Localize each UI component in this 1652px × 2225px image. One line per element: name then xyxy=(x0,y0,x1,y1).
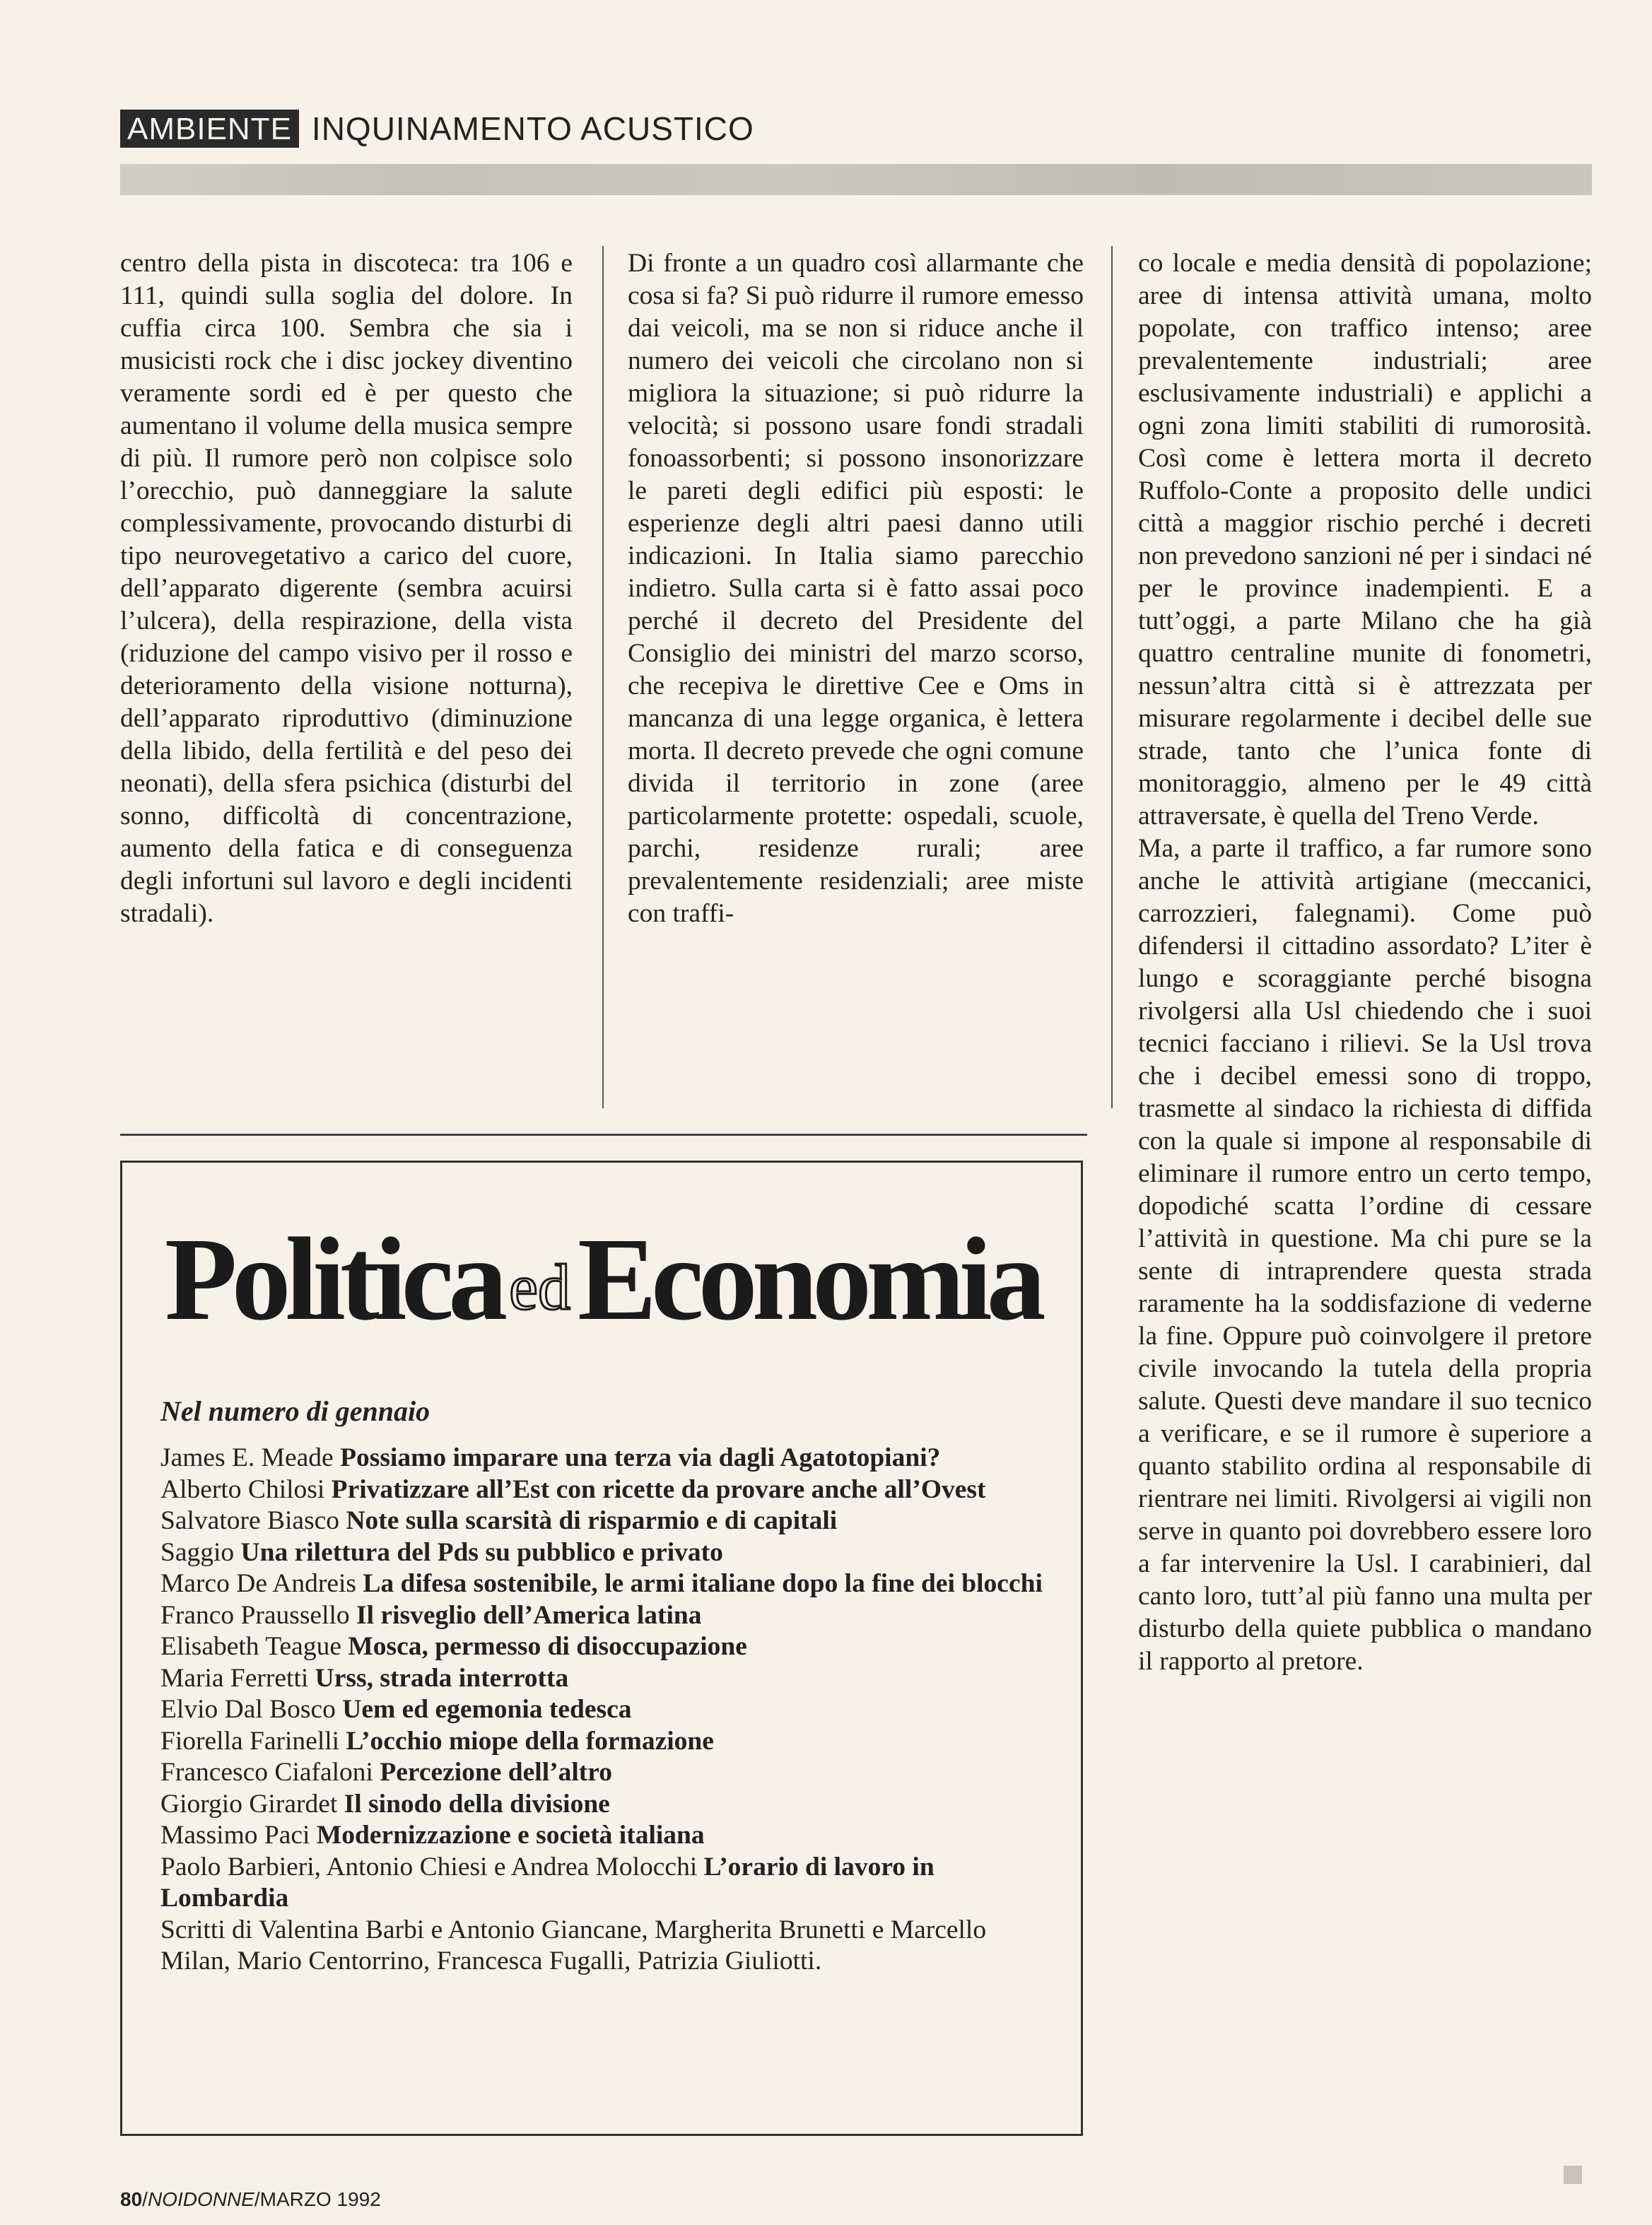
item-author: Elisabeth Teague xyxy=(160,1632,341,1661)
ad-title-politica: Politica xyxy=(165,1214,503,1345)
item-author: Elvio Dal Bosco xyxy=(160,1695,336,1724)
item-title: Uem ed egemonia tedesca xyxy=(342,1695,632,1724)
header-band xyxy=(120,164,1592,195)
item-title: Il sinodo della divisione xyxy=(344,1789,610,1819)
list-item xyxy=(160,1505,1058,1537)
article-paragraph: centro della pista in discoteca: tra 106 e 111, quindi sulla soglia del dolore. In cuffia circa 100. Sembra che sia i musicisti rock che i disc jockey diventino veramente sordi ed è per questo che aumentano il volume della musica sempre di più. Il rumore però non colpisce solo l’orecchio, può danneggiare la salute complessivamente, provocando disturbi di tipo neurovegetativo a carico del cuore, dell’apparato digerente (sembra acuirsi l’ulcera), della respirazione, della vista (riduzione del campo visivo per il rosso e deterioramento della visione notturna), dell’apparato riproduttivo (diminuzione della libido, della fertilità e del peso dei neonati), della sfera psichica (disturbi del sonno, difficoltà di concentrazione, aumento della fatica e di conseguenza degli infortuni sul lavoro e degli incidenti stradali). xyxy=(120,249,573,928)
list-item xyxy=(160,1443,1058,1474)
list-item xyxy=(160,1789,1058,1821)
item-author: Fiorella Farinelli xyxy=(160,1726,340,1756)
item-author: Paolo Barbieri, Antonio Chiesi e Andrea Molocchi xyxy=(160,1852,698,1881)
item-author: Francesco Ciafaloni xyxy=(160,1758,373,1787)
item-title: L’occhio miope della formazione xyxy=(346,1726,714,1756)
list-item xyxy=(160,1600,1058,1632)
ad-logo-title xyxy=(165,1212,1041,1354)
list-item xyxy=(160,1474,1058,1506)
article-end-mark xyxy=(1564,2166,1582,2184)
item-author: Marco De Andreis xyxy=(160,1569,357,1598)
item-title: Il risveglio dell’America latina xyxy=(356,1600,702,1630)
section-title: INQUINAMENTO ACUSTICO xyxy=(311,110,754,147)
section-tag: AMBIENTE xyxy=(120,110,299,148)
item-title: Urss, strada interrotta xyxy=(315,1663,569,1693)
item-title: Privatizzare all’Est con ricette da provare anche all’Ovest xyxy=(331,1474,986,1504)
article-paragraph: Di fronte a un quadro così allarmante che cosa si fa? Si può ridurre il rumore emesso dai veicoli, ma se non si riduce anche il numero dei veicoli che circolano non si migliora la situazione; si può ridurre la velocità; si possono usare fondi stradali fonoassorbenti; si possono insonorizzare le pareti degli edifici più esposti: le esperienze degli altri paesi danno utili indicazioni. In Italia siamo parecchio indietro. Sulla carta si è fatto assai poco perché il decreto del Presidente del Consiglio dei ministri del marzo scorso, che recepiva le direttive Cee e Oms in mancanza di una legge organica, è lettera morta. Il decreto prevede che ogni comune divida il territorio in zone (aree particolarmente protette: ospedali, scuole, parchi, residenze rurali; aree prevalentemente residenziali; aree miste con traffi- xyxy=(628,249,1084,928)
item-title: Note sulla scarsità di risparmio e di capitali xyxy=(346,1506,838,1535)
section-header xyxy=(120,107,754,150)
list-item xyxy=(160,1663,1058,1695)
article-paragraph: co locale e media densità di popolazione; aree di intensa attività umana, molto popolate, con traffico intenso; aree prevalentemente industriali; aree esclusivamente industriali) e applichi a ogni zona limiti stabiliti di rumorosità. Così come è lettera morta il decreto Ruffolo-Conte a proposito delle undici città a maggior rischio perché i decreti non prevedono sanzioni né per i sindaci né per le province inadempienti. E a tutt’oggi, a parte Milano che ha già quattro centraline munite di fonometri, nessun’altra città si è attrezzata per misurare regolarmente i decibel delle sue strade, tanto che l’unica fonte di monitoraggio, almeno per le 49 città attraversate, è quella del Treno Verde. xyxy=(1138,249,1592,830)
list-item xyxy=(160,1852,1058,1915)
item-title: Percezione dell’altro xyxy=(380,1758,613,1787)
list-item xyxy=(160,1694,1058,1726)
ad-title-ed: ed xyxy=(509,1251,571,1323)
item-author: Maria Ferretti xyxy=(160,1663,309,1693)
list-item xyxy=(160,1820,1058,1852)
ad-subtitle: Nel numero di gennaio xyxy=(160,1395,430,1427)
item-title: Una rilettura del Pds su pubblico e privato xyxy=(240,1537,723,1567)
item-author: Massimo Paci xyxy=(160,1821,310,1850)
item-author: Saggio xyxy=(160,1537,235,1567)
item-author: Franco Praussello xyxy=(160,1600,350,1630)
footer-slash: / xyxy=(142,2188,148,2210)
list-item xyxy=(160,1726,1058,1758)
article-column-2 xyxy=(628,247,1084,1110)
item-author: Alberto Chilosi xyxy=(160,1474,325,1504)
article-column-3 xyxy=(1138,247,1592,2205)
item-author: Salvatore Biasco xyxy=(160,1506,340,1535)
page-footer xyxy=(120,2188,381,2211)
magazine-name: NOIDONNE xyxy=(147,2188,254,2210)
ad-title-economia: Economia xyxy=(578,1214,1041,1345)
column-divider xyxy=(1111,246,1113,1108)
column-divider xyxy=(602,246,604,1108)
item-title: L’orario di lavoro in Lombardia xyxy=(160,1852,935,1913)
ad-contents-list xyxy=(160,1443,1058,1978)
list-item xyxy=(160,1757,1058,1789)
item-title: Mosca, permesso di disoccupazione xyxy=(348,1632,747,1661)
article-column-1 xyxy=(120,247,573,1110)
list-item xyxy=(160,1631,1058,1663)
footer-slash: / xyxy=(254,2188,260,2210)
horizontal-divider xyxy=(120,1134,1087,1136)
list-item xyxy=(160,1568,1058,1600)
advertisement-box xyxy=(120,1161,1083,2136)
issue-date: MARZO 1992 xyxy=(259,2188,381,2210)
item-author: James E. Meade xyxy=(160,1443,334,1472)
item-title: La difesa sostenibile, le armi italiane dopo la fine dei blocchi xyxy=(363,1569,1043,1598)
article-paragraph: Ma, a parte il traffico, a far rumore sono anche le attività artigiane (meccanici, carrozzieri, falegnami). Come può difendersi il cittadino assordato? L’iter è lungo e scoraggiante perché bisogna rivolgersi alla Usl chiedendo che i suoi tecnici facciano i rilievi. Se la Usl trova che i decibel emessi sono di troppo, trasmette al sindaco la richiesta di diffida con la quale si impone al responsabile di eliminare il rumore entro un certo tempo, dopodiché scatta l’ordine di cessare l’attività in questione. Ma chi pure se la sente di intraprendere questa strada raramente ha la soddisfazione di vederne la fine. Oppure può coinvolgere il pretore civile invocando la tutela della propria salute. Questi deve mandare il suo tecnico a verificare, e se il rumore è superiore a quanto stabilito ordina al responsabile di rientrare nei limiti. Rivolgersi ai vigili non serve in quanto poi dovrebbero essere loro a far intervenire la Usl. I carabinieri, dal canto loro, tutt’al più fanno una multa per disturbo della quiete pubblica o mandano il rapporto al pretore. xyxy=(1138,834,1592,1676)
list-item xyxy=(160,1537,1058,1569)
item-title: Possiamo imparare una terza via dagli Agatotopiani? xyxy=(340,1443,941,1472)
ad-closing-text: Scritti di Valentina Barbi e Antonio Giancane, Margherita Brunetti e Marcello Milan, Mario Centorrino, Francesca Fugalli, Patrizia Giuliotti. xyxy=(160,1915,987,1976)
page-number: 80 xyxy=(120,2188,143,2210)
item-author: Giorgio Girardet xyxy=(160,1789,338,1819)
item-title: Modernizzazione e società italiana xyxy=(316,1821,705,1850)
